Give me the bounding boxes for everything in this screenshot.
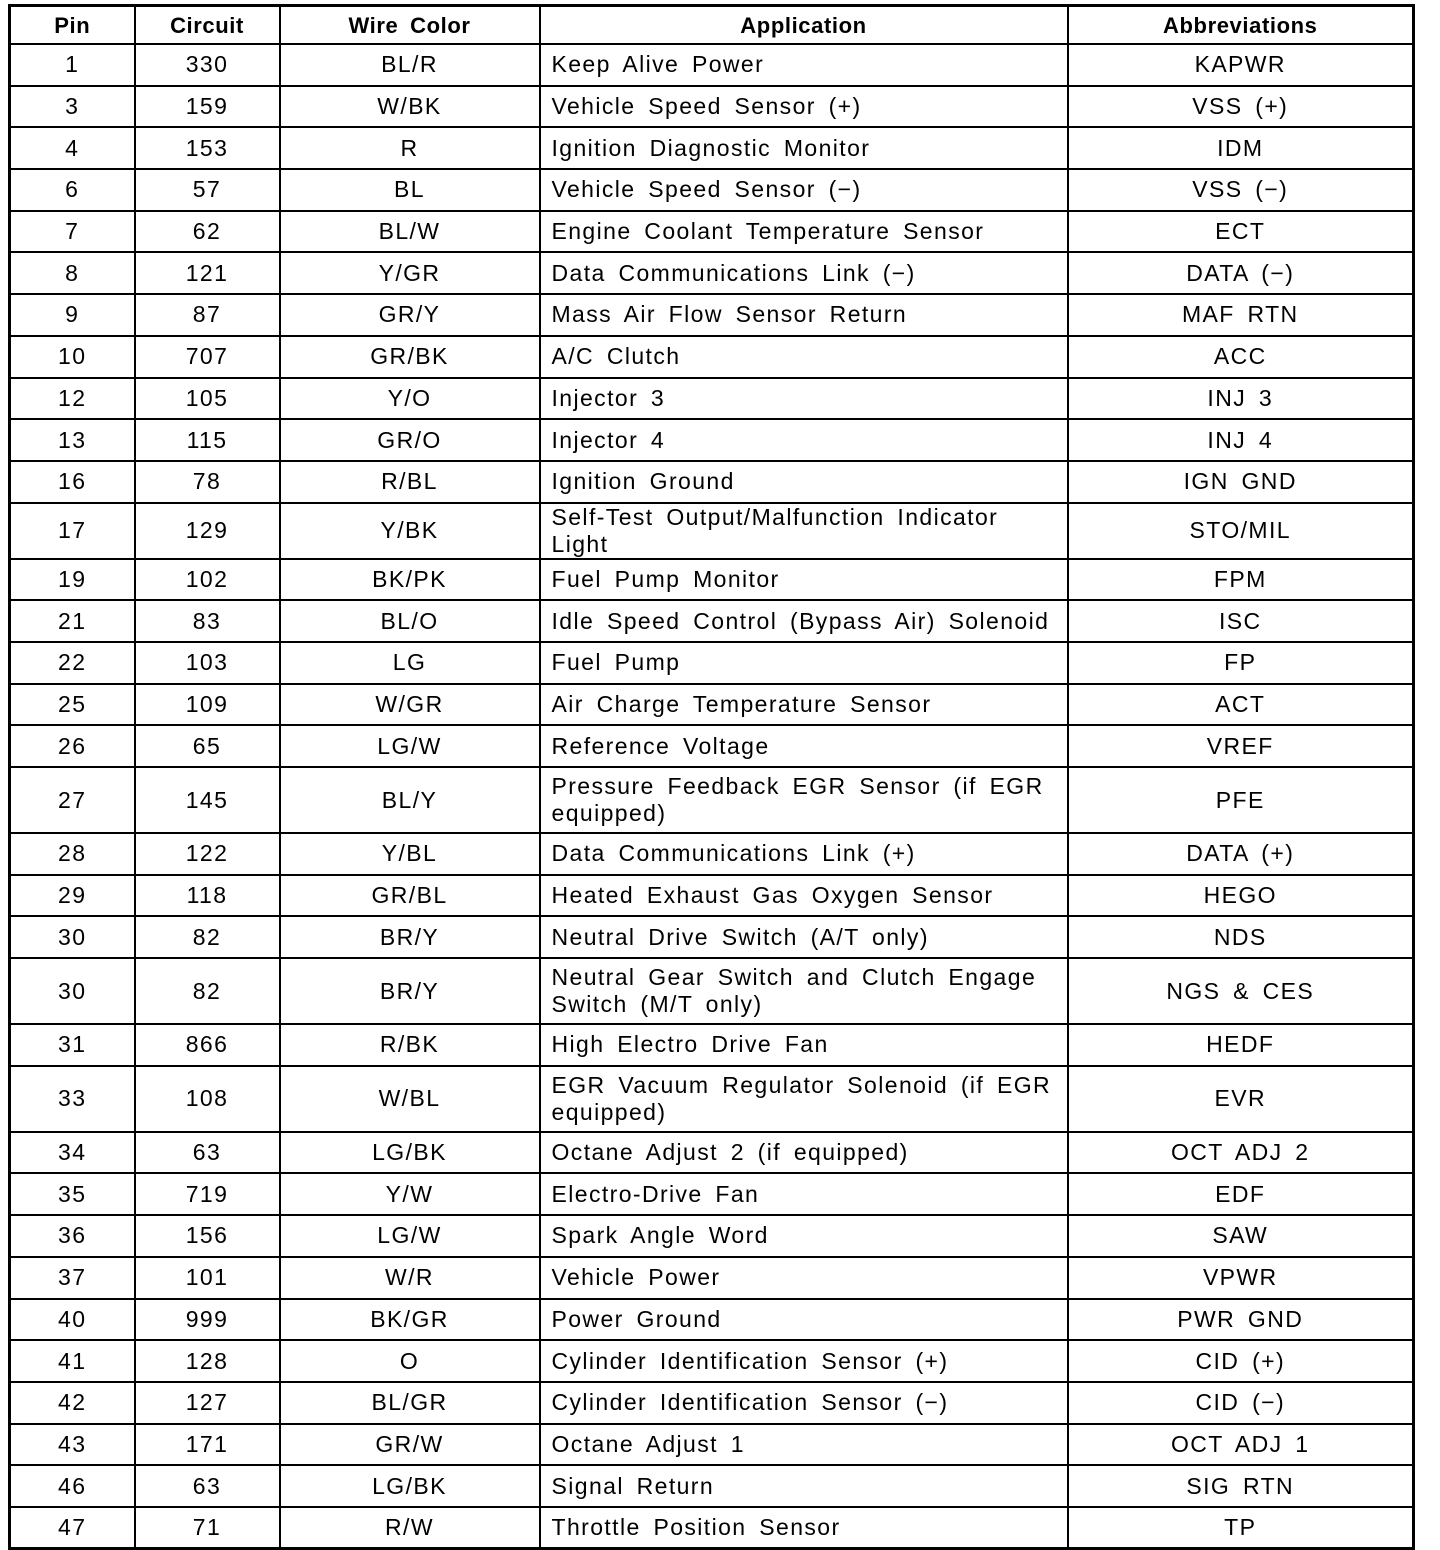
cell-circuit: 82 xyxy=(135,916,280,958)
header-circuit: Circuit xyxy=(135,6,280,45)
cell-wire-color: W/BL xyxy=(280,1066,540,1132)
cell-wire-color: GR/Y xyxy=(280,294,540,336)
table-row xyxy=(10,1382,1414,1424)
table-row xyxy=(10,252,1414,294)
table-row xyxy=(10,1257,1414,1299)
cell-abbreviation: ACT xyxy=(1068,684,1414,726)
cell-application: High Electro Drive Fan xyxy=(540,1024,1068,1066)
cell-pin: 25 xyxy=(10,684,135,726)
cell-abbreviation: INJ 4 xyxy=(1068,419,1414,461)
cell-application: Pressure Feedback EGR Sensor (if EGR equipped) xyxy=(540,767,1068,833)
cell-wire-color: BK/PK xyxy=(280,559,540,601)
cell-application: Reference Voltage xyxy=(540,725,1068,767)
cell-wire-color: GR/BK xyxy=(280,336,540,378)
cell-wire-color: R xyxy=(280,127,540,169)
table-row xyxy=(10,600,1414,642)
cell-application: A/C Clutch xyxy=(540,336,1068,378)
header-application: Application xyxy=(540,6,1068,45)
cell-abbreviation: NDS xyxy=(1068,916,1414,958)
table-row xyxy=(10,958,1414,1024)
cell-circuit: 707 xyxy=(135,336,280,378)
cell-circuit: 115 xyxy=(135,419,280,461)
cell-pin: 4 xyxy=(10,127,135,169)
cell-wire-color: BL/GR xyxy=(280,1382,540,1424)
cell-pin: 31 xyxy=(10,1024,135,1066)
cell-application: Signal Return xyxy=(540,1465,1068,1507)
cell-wire-color: W/R xyxy=(280,1257,540,1299)
cell-application: Electro-Drive Fan xyxy=(540,1173,1068,1215)
cell-application: Vehicle Speed Sensor (+) xyxy=(540,86,1068,128)
cell-pin: 19 xyxy=(10,559,135,601)
table-row xyxy=(10,294,1414,336)
cell-pin: 27 xyxy=(10,767,135,833)
cell-application: Data Communications Link (−) xyxy=(540,252,1068,294)
cell-application: Injector 3 xyxy=(540,378,1068,420)
header-row xyxy=(10,6,1414,45)
table-row xyxy=(10,1465,1414,1507)
cell-application: Keep Alive Power xyxy=(540,44,1068,86)
cell-wire-color: BL/R xyxy=(280,44,540,86)
cell-circuit: 159 xyxy=(135,86,280,128)
cell-abbreviation: PFE xyxy=(1068,767,1414,833)
cell-abbreviation: TP xyxy=(1068,1507,1414,1549)
table-row xyxy=(10,44,1414,86)
table-row xyxy=(10,503,1414,559)
cell-pin: 7 xyxy=(10,211,135,253)
cell-abbreviation: DATA (−) xyxy=(1068,252,1414,294)
cell-wire-color: Y/BL xyxy=(280,833,540,875)
cell-pin: 33 xyxy=(10,1066,135,1132)
cell-abbreviation: SAW xyxy=(1068,1215,1414,1257)
cell-application: Cylinder Identification Sensor (+) xyxy=(540,1340,1068,1382)
table-row xyxy=(10,1299,1414,1341)
cell-abbreviation: HEGO xyxy=(1068,875,1414,917)
cell-abbreviation: CID (+) xyxy=(1068,1340,1414,1382)
table-row xyxy=(10,336,1414,378)
table-row xyxy=(10,127,1414,169)
cell-pin: 41 xyxy=(10,1340,135,1382)
table-row xyxy=(10,1340,1414,1382)
cell-circuit: 156 xyxy=(135,1215,280,1257)
table-row xyxy=(10,833,1414,875)
cell-abbreviation: VSS (+) xyxy=(1068,86,1414,128)
cell-abbreviation: EDF xyxy=(1068,1173,1414,1215)
cell-circuit: 63 xyxy=(135,1132,280,1174)
table-row xyxy=(10,461,1414,503)
cell-circuit: 127 xyxy=(135,1382,280,1424)
cell-circuit: 71 xyxy=(135,1507,280,1549)
cell-wire-color: GR/BL xyxy=(280,875,540,917)
cell-circuit: 128 xyxy=(135,1340,280,1382)
cell-circuit: 719 xyxy=(135,1173,280,1215)
cell-abbreviation: MAF RTN xyxy=(1068,294,1414,336)
cell-application: Injector 4 xyxy=(540,419,1068,461)
cell-wire-color: BR/Y xyxy=(280,958,540,1024)
table-row xyxy=(10,86,1414,128)
cell-circuit: 57 xyxy=(135,169,280,211)
cell-wire-color: BK/GR xyxy=(280,1299,540,1341)
cell-pin: 29 xyxy=(10,875,135,917)
cell-application: Ignition Ground xyxy=(540,461,1068,503)
cell-abbreviation: ACC xyxy=(1068,336,1414,378)
cell-application: Neutral Gear Switch and Clutch Engage Switch (M/T only) xyxy=(540,958,1068,1024)
cell-abbreviation: PWR GND xyxy=(1068,1299,1414,1341)
cell-abbreviation: IDM xyxy=(1068,127,1414,169)
cell-circuit: 82 xyxy=(135,958,280,1024)
table-row xyxy=(10,1424,1414,1466)
cell-circuit: 78 xyxy=(135,461,280,503)
table-row xyxy=(10,1132,1414,1174)
table-row xyxy=(10,1024,1414,1066)
cell-abbreviation: VPWR xyxy=(1068,1257,1414,1299)
cell-pin: 37 xyxy=(10,1257,135,1299)
cell-wire-color: O xyxy=(280,1340,540,1382)
cell-application: Vehicle Power xyxy=(540,1257,1068,1299)
cell-circuit: 105 xyxy=(135,378,280,420)
cell-circuit: 129 xyxy=(135,503,280,559)
cell-abbreviation: INJ 3 xyxy=(1068,378,1414,420)
cell-application: Octane Adjust 1 xyxy=(540,1424,1068,1466)
header-pin: Pin xyxy=(10,6,135,45)
cell-circuit: 121 xyxy=(135,252,280,294)
cell-wire-color: LG/BK xyxy=(280,1465,540,1507)
cell-wire-color: GR/W xyxy=(280,1424,540,1466)
pinout-sheet xyxy=(8,4,1412,1550)
cell-circuit: 866 xyxy=(135,1024,280,1066)
cell-pin: 36 xyxy=(10,1215,135,1257)
cell-application: Octane Adjust 2 (if equipped) xyxy=(540,1132,1068,1174)
table-header xyxy=(10,6,1414,45)
cell-pin: 40 xyxy=(10,1299,135,1341)
cell-abbreviation: DATA (+) xyxy=(1068,833,1414,875)
cell-wire-color: R/W xyxy=(280,1507,540,1549)
cell-abbreviation: OCT ADJ 1 xyxy=(1068,1424,1414,1466)
table-row xyxy=(10,378,1414,420)
cell-circuit: 122 xyxy=(135,833,280,875)
cell-wire-color: BR/Y xyxy=(280,916,540,958)
cell-abbreviation: ECT xyxy=(1068,211,1414,253)
cell-pin: 1 xyxy=(10,44,135,86)
cell-pin: 26 xyxy=(10,725,135,767)
table-body xyxy=(10,44,1414,1549)
cell-application: Throttle Position Sensor xyxy=(540,1507,1068,1549)
cell-circuit: 103 xyxy=(135,642,280,684)
cell-application: Vehicle Speed Sensor (−) xyxy=(540,169,1068,211)
cell-application: Data Communications Link (+) xyxy=(540,833,1068,875)
cell-pin: 13 xyxy=(10,419,135,461)
cell-pin: 16 xyxy=(10,461,135,503)
cell-pin: 22 xyxy=(10,642,135,684)
cell-abbreviation: KAPWR xyxy=(1068,44,1414,86)
table-row xyxy=(10,169,1414,211)
cell-wire-color: R/BK xyxy=(280,1024,540,1066)
cell-application: Idle Speed Control (Bypass Air) Solenoid xyxy=(540,600,1068,642)
cell-application: Fuel Pump xyxy=(540,642,1068,684)
cell-wire-color: LG/W xyxy=(280,725,540,767)
cell-wire-color: BL/O xyxy=(280,600,540,642)
cell-circuit: 118 xyxy=(135,875,280,917)
cell-abbreviation: VSS (−) xyxy=(1068,169,1414,211)
cell-application: Power Ground xyxy=(540,1299,1068,1341)
cell-circuit: 65 xyxy=(135,725,280,767)
cell-circuit: 999 xyxy=(135,1299,280,1341)
cell-abbreviation: VREF xyxy=(1068,725,1414,767)
cell-wire-color: GR/O xyxy=(280,419,540,461)
cell-abbreviation: EVR xyxy=(1068,1066,1414,1132)
table-row xyxy=(10,875,1414,917)
cell-abbreviation: HEDF xyxy=(1068,1024,1414,1066)
table-row xyxy=(10,211,1414,253)
cell-application: Neutral Drive Switch (A/T only) xyxy=(540,916,1068,958)
header-wire-color: Wire Color xyxy=(280,6,540,45)
table-row xyxy=(10,559,1414,601)
cell-abbreviation: FP xyxy=(1068,642,1414,684)
table-row xyxy=(10,725,1414,767)
cell-application: Fuel Pump Monitor xyxy=(540,559,1068,601)
cell-circuit: 153 xyxy=(135,127,280,169)
cell-wire-color: Y/GR xyxy=(280,252,540,294)
cell-pin: 3 xyxy=(10,86,135,128)
cell-wire-color: R/BL xyxy=(280,461,540,503)
cell-application: Air Charge Temperature Sensor xyxy=(540,684,1068,726)
pinout-table xyxy=(8,4,1415,1550)
cell-application: Spark Angle Word xyxy=(540,1215,1068,1257)
table-row xyxy=(10,767,1414,833)
cell-abbreviation: CID (−) xyxy=(1068,1382,1414,1424)
cell-pin: 42 xyxy=(10,1382,135,1424)
table-row xyxy=(10,1066,1414,1132)
cell-application: Ignition Diagnostic Monitor xyxy=(540,127,1068,169)
table-row xyxy=(10,419,1414,461)
table-row xyxy=(10,916,1414,958)
cell-wire-color: LG/W xyxy=(280,1215,540,1257)
cell-application: Mass Air Flow Sensor Return xyxy=(540,294,1068,336)
cell-circuit: 83 xyxy=(135,600,280,642)
cell-pin: 9 xyxy=(10,294,135,336)
cell-abbreviation: STO/MIL xyxy=(1068,503,1414,559)
cell-pin: 28 xyxy=(10,833,135,875)
cell-application: Engine Coolant Temperature Sensor xyxy=(540,211,1068,253)
cell-pin: 6 xyxy=(10,169,135,211)
cell-circuit: 102 xyxy=(135,559,280,601)
cell-wire-color: Y/W xyxy=(280,1173,540,1215)
cell-wire-color: LG/BK xyxy=(280,1132,540,1174)
cell-pin: 12 xyxy=(10,378,135,420)
table-row xyxy=(10,1173,1414,1215)
cell-pin: 46 xyxy=(10,1465,135,1507)
cell-circuit: 330 xyxy=(135,44,280,86)
cell-pin: 8 xyxy=(10,252,135,294)
cell-abbreviation: FPM xyxy=(1068,559,1414,601)
cell-circuit: 62 xyxy=(135,211,280,253)
cell-application: Heated Exhaust Gas Oxygen Sensor xyxy=(540,875,1068,917)
table-row xyxy=(10,1215,1414,1257)
cell-circuit: 63 xyxy=(135,1465,280,1507)
cell-pin: 21 xyxy=(10,600,135,642)
cell-abbreviation: ISC xyxy=(1068,600,1414,642)
cell-abbreviation: NGS & CES xyxy=(1068,958,1414,1024)
cell-wire-color: BL/Y xyxy=(280,767,540,833)
cell-abbreviation: OCT ADJ 2 xyxy=(1068,1132,1414,1174)
cell-application: Cylinder Identification Sensor (−) xyxy=(540,1382,1068,1424)
cell-wire-color: Y/O xyxy=(280,378,540,420)
table-row xyxy=(10,642,1414,684)
cell-wire-color: BL/W xyxy=(280,211,540,253)
cell-circuit: 101 xyxy=(135,1257,280,1299)
cell-pin: 35 xyxy=(10,1173,135,1215)
cell-abbreviation: IGN GND xyxy=(1068,461,1414,503)
cell-pin: 43 xyxy=(10,1424,135,1466)
cell-pin: 30 xyxy=(10,958,135,1024)
header-abbreviations: Abbreviations xyxy=(1068,6,1414,45)
cell-application: EGR Vacuum Regulator Solenoid (if EGR equipped) xyxy=(540,1066,1068,1132)
cell-wire-color: Y/BK xyxy=(280,503,540,559)
cell-circuit: 87 xyxy=(135,294,280,336)
cell-abbreviation: SIG RTN xyxy=(1068,1465,1414,1507)
cell-wire-color: BL xyxy=(280,169,540,211)
table-row xyxy=(10,684,1414,726)
cell-wire-color: W/BK xyxy=(280,86,540,128)
cell-wire-color: LG xyxy=(280,642,540,684)
cell-circuit: 145 xyxy=(135,767,280,833)
cell-pin: 34 xyxy=(10,1132,135,1174)
cell-pin: 10 xyxy=(10,336,135,378)
cell-circuit: 109 xyxy=(135,684,280,726)
cell-pin: 47 xyxy=(10,1507,135,1549)
cell-circuit: 171 xyxy=(135,1424,280,1466)
cell-application: Self-Test Output/Malfunction Indicator Light xyxy=(540,503,1068,559)
table-row xyxy=(10,1507,1414,1549)
cell-pin: 17 xyxy=(10,503,135,559)
cell-circuit: 108 xyxy=(135,1066,280,1132)
cell-wire-color: W/GR xyxy=(280,684,540,726)
cell-pin: 30 xyxy=(10,916,135,958)
